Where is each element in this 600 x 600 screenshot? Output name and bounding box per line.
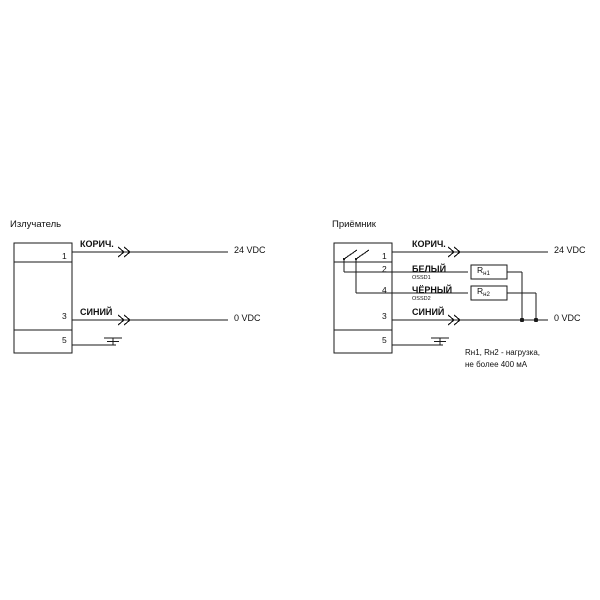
receiver-pin-4: 4 (382, 285, 387, 295)
load-note-line-2: не более 400 мА (465, 360, 528, 369)
receiver-wire-label-white: БЕЛЫЙ (412, 264, 447, 274)
emitter-pin-3: 3 (62, 311, 67, 321)
emitter-pin-1: 1 (62, 251, 67, 261)
receiver-block-label: Приёмник (332, 219, 376, 230)
resistor-rn2-label: $R_{н2}$ (477, 286, 490, 298)
receiver-wire-label-brown: КОРИЧ. (412, 239, 446, 249)
junction-dot-rn2 (534, 318, 539, 323)
receiver-supply-0vdc: 0 VDC (554, 313, 581, 323)
receiver-wire-sub-ossd2: OSSD2 (412, 296, 431, 302)
emitter-supply-0vdc: 0 VDC (234, 313, 261, 323)
emitter-wire-label-brown: КОРИЧ. (80, 239, 114, 249)
receiver-pin-2: 2 (382, 264, 387, 274)
emitter-supply-24vdc: 24 VDC (234, 245, 266, 255)
emitter-pin-5: 5 (62, 335, 67, 345)
emitter-wire-label-blue: СИНИЙ (80, 307, 113, 317)
receiver-wire-label-black: ЧЁРНЫЙ (412, 285, 453, 295)
receiver-supply-24vdc: 24 VDC (554, 245, 586, 255)
resistor-rn1-label: $R_{н1}$ (477, 265, 490, 277)
load-note-line-1: Rн1, Rн2 - нагрузка, (465, 348, 541, 357)
receiver-wire-label-blue: СИНИЙ (412, 307, 445, 317)
receiver-pin-5: 5 (382, 335, 387, 345)
receiver-pin-1: 1 (382, 251, 387, 261)
receiver-pin-3: 3 (382, 311, 387, 321)
receiver-wire-sub-ossd1: OSSD1 (412, 275, 431, 281)
junction-dot-rn1 (520, 318, 525, 323)
emitter-block-label: Излучатель (10, 219, 62, 230)
